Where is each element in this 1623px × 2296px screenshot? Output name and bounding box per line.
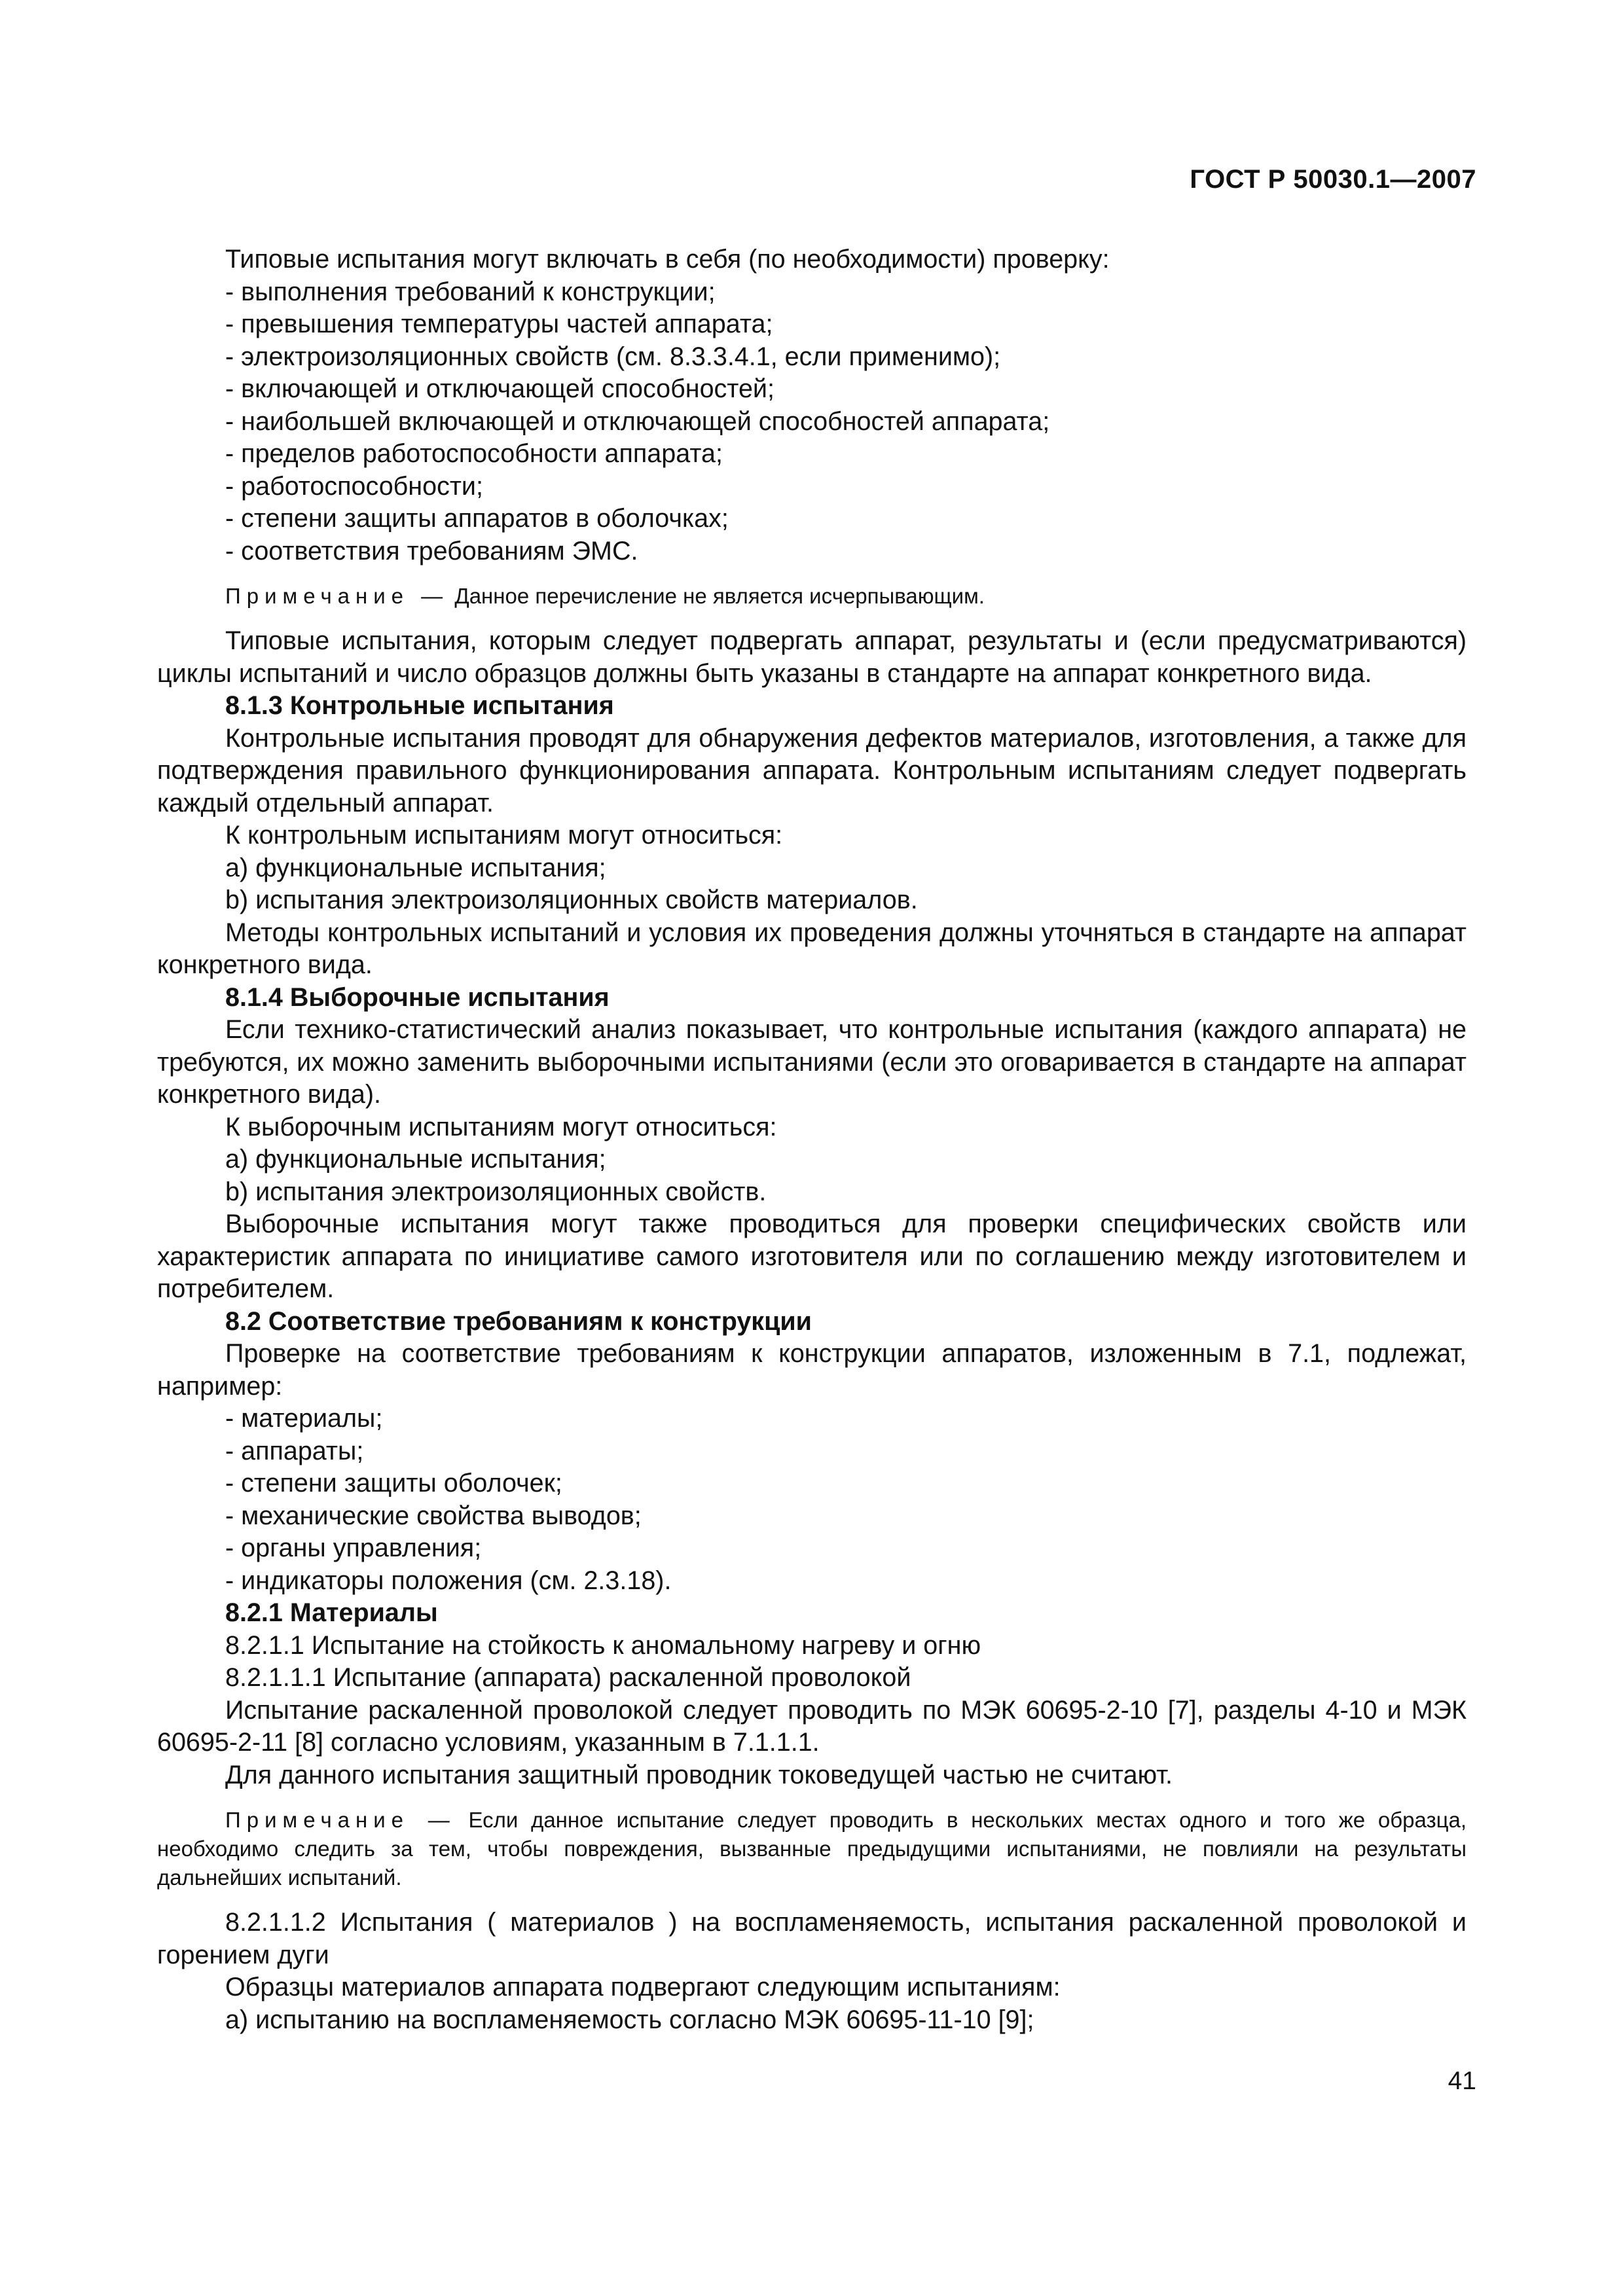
subsection-line: 8.2.1.1.1 Испытание (аппарата) раскаленной проволокой <box>225 1663 911 1692</box>
note-text: Данное перечисление не является исчерпывающим. <box>454 584 985 608</box>
paragraph: Испытание раскаленной проволокой следует проводить по МЭК 60695-2-10 [7], разделы 4-10 и МЭК 60695-2-11 [8] согласно условиям, указанным в 7.1.1.1. <box>157 1695 1467 1757</box>
list-item: а) функциональные испытания; <box>225 1145 606 1174</box>
list-item: - соответствия требованиям ЭМС. <box>225 536 638 565</box>
paragraph: Выборочные испытания могут также проводиться для проверки специфических свойств или характеристик аппарата по инициативе самого изготовителя или по соглашению между изготовителем и потребителем. <box>157 1210 1467 1303</box>
paragraph: Типовые испытания, которым следует подвергать аппарат, результаты и (если предусматриваются) циклы испытаний и число образцов должны быть указаны в стандарте на аппарат конкретного вида. <box>157 626 1467 688</box>
paragraph: Для данного испытания защитный проводник токоведущей частью не считают. <box>225 1760 1173 1789</box>
list-item: а) функциональные испытания; <box>225 853 606 882</box>
subsection-line: 8.2.1.1 Испытание на стойкость к аномальному нагреву и огню <box>225 1630 981 1660</box>
list-item: - выполнения требований к конструкции; <box>225 277 716 306</box>
paragraph: Методы контрольных испытаний и условия их проведения должны уточняться в стандарте на аппарат конкретного вида. <box>157 918 1467 979</box>
list-item: - пределов работоспособности аппарата; <box>225 439 723 468</box>
list-item: - органы управления; <box>225 1534 482 1562</box>
paragraph: Образцы материалов аппарата подвергают следующим испытаниям: <box>225 1973 1061 2001</box>
list-item: - степени защиты оболочек; <box>225 1469 562 1498</box>
section-heading-8-2-1: 8.2.1 Материалы <box>225 1598 438 1627</box>
list-item: - индикаторы положения (см. 2.3.18). <box>225 1566 672 1595</box>
section-heading-8-1-3: 8.1.3 Контрольные испытания <box>225 691 614 720</box>
note-label: Примечание — <box>225 1808 456 1832</box>
list-item: - материалы; <box>225 1404 383 1433</box>
list-item: - включающей и отключающей способностей; <box>225 374 775 403</box>
section-heading-8-2: 8.2 Соответствие требованиям к конструкции <box>225 1306 812 1336</box>
list-item: b) испытания электроизоляционных свойств материалов. <box>225 886 918 914</box>
list-item: - аппараты; <box>225 1436 364 1465</box>
document-body <box>157 243 1467 2036</box>
paragraph: Проверке на соответствие требованиям к конструкции аппаратов, изложенным в 7.1, подлежат, например: <box>157 1339 1467 1401</box>
note-label: Примечание — <box>225 584 449 608</box>
paragraph: Контрольные испытания проводят для обнаружения дефектов материалов, изготовления, а также для подтверждения правильного функционирования аппарата. Контрольным испытаниям следует подвергать каждый отдельный аппарат. <box>157 723 1467 817</box>
note-text: Если данное испытание следует проводить в нескольких местах одного и того же образца, необходимо следить за тем, чтобы повреждения, вызванные предыдущими испытаниями, не повлияли на результаты дальнейших испытаний. <box>157 1808 1467 1890</box>
section-heading-8-1-4: 8.1.4 Выборочные испытания <box>225 982 610 1012</box>
note <box>157 1806 1467 1892</box>
list-item: - превышения температуры частей аппарата; <box>225 310 773 338</box>
paragraph: 8.2.1.1.2 Испытания ( материалов ) на воспламеняемость, испытания раскаленной проволокой и горением дуги <box>157 1908 1467 1969</box>
list-item: - степени защиты аппаратов в оболочках; <box>225 504 729 533</box>
page-number: 41 <box>1448 2067 1476 2095</box>
list-item: - электроизоляционных свойств (см. 8.3.3.4.1, если применимо); <box>225 342 1001 371</box>
typical-intro: Типовые испытания могут включать в себя (по необходимости) проверку: <box>225 245 1110 274</box>
paragraph: а) испытанию на воспламеняемость согласно МЭК 60695-11-10 [9]; <box>225 2005 1034 2034</box>
note <box>157 582 1467 611</box>
paragraph: К выборочным испытаниям могут относиться: <box>225 1112 777 1141</box>
standard-code: ГОСТ Р 50030.1—2007 <box>1190 165 1476 194</box>
list-item: - наибольшей включающей и отключающей способностей аппарата; <box>225 406 1050 436</box>
paragraph: К контрольным испытаниям могут относиться: <box>225 821 783 850</box>
list-item: b) испытания электроизоляционных свойств. <box>225 1177 767 1206</box>
list-item: - механические свойства выводов; <box>225 1501 642 1530</box>
list-item: - работоспособности; <box>225 471 483 501</box>
paragraph: Если технико-статистический анализ показывает, что контрольные испытания (каждого аппарата) не требуются, их можно заменить выборочными испытаниями (если это оговаривается в стандарте на аппарат конкретного вида). <box>157 1015 1467 1109</box>
